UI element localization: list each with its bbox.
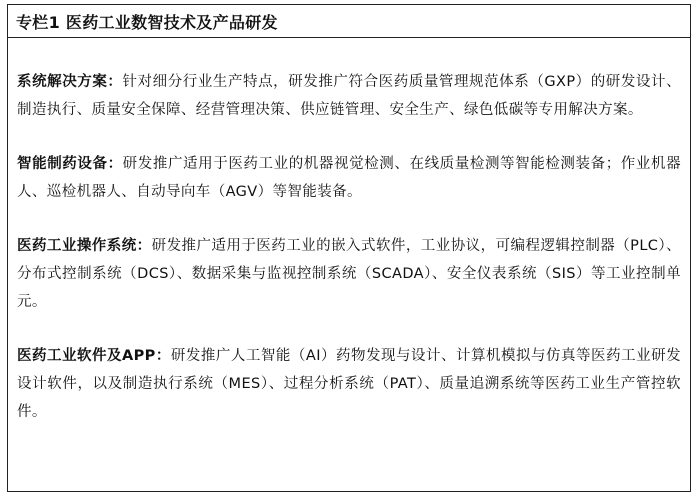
section-text: 针对细分行业生产特点，研发推广符合医药质量管理规范体系（GXP）的研发设计、制造执行、质量安全保障、经营管理决策、供应链管理、安全生产、绿色低碳等专用解决方案。: [17, 74, 681, 118]
column-title: 专栏1 医药工业数智技术及产品研发: [8, 5, 690, 38]
section-system-solutions: [17, 68, 681, 124]
section-term: 智能制药设备：: [17, 156, 123, 172]
column-box: [7, 4, 691, 492]
section-term: 医药工业操作系统：: [17, 238, 152, 254]
section-smart-equipment: [17, 150, 681, 206]
column-content: [8, 38, 690, 426]
section-term: 医药工业软件及APP：: [17, 348, 171, 364]
section-text: 研发推广人工智能（AI）药物发现与设计、计算机模拟与仿真等医药工业研发设计软件，以及制造执行系统（MES）、过程分析系统（PAT）、质量追溯系统等医药工业生产管控软件。: [17, 348, 681, 420]
section-text: 研发推广适用于医药工业的机器视觉检测、在线质量检测等智能检测装备；作业机器人、巡检机器人、自动导向车（AGV）等智能装备。: [17, 156, 681, 200]
section-term: 系统解决方案：: [17, 74, 123, 90]
section-software-app: [17, 342, 681, 426]
section-operating-system: [17, 232, 681, 316]
section-text: 研发推广适用于医药工业的嵌入式软件，工业协议，可编程逻辑控制器（PLC）、分布式控制系统（DCS）、数据采集与监视控制系统（SCADA）、安全仪表系统（SIS）等工业控制单元。: [17, 238, 681, 310]
